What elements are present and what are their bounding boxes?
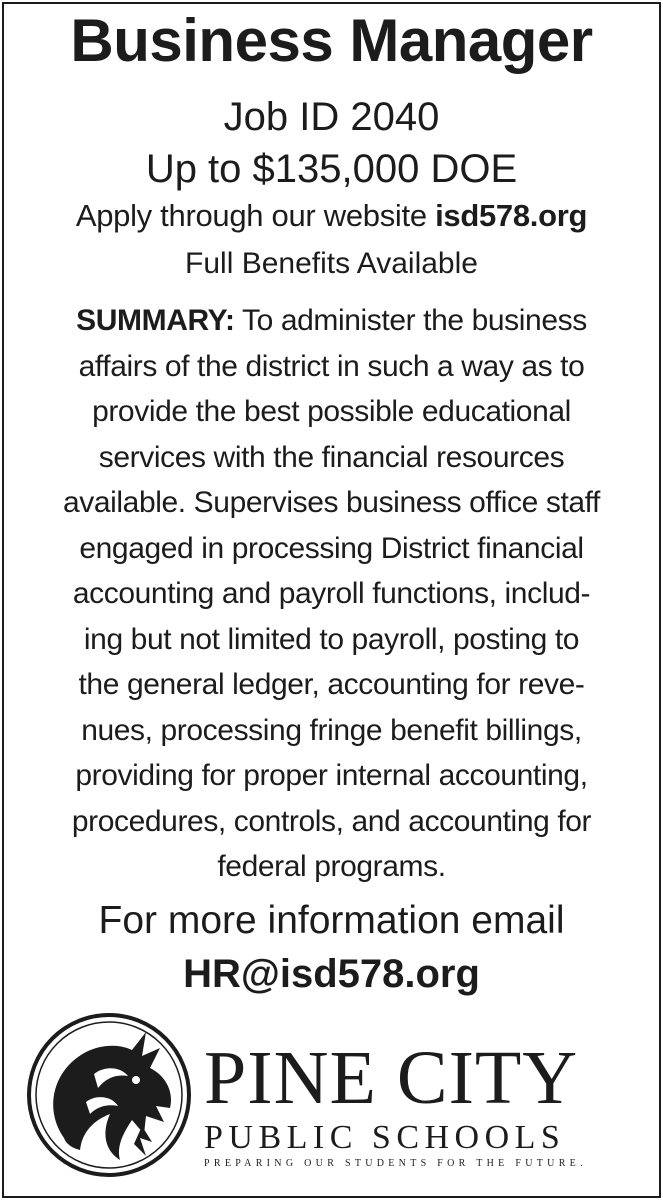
summary-line: procedures, controls, and accounting for bbox=[71, 804, 592, 838]
summary-line: providing for proper internal accounting, bbox=[75, 759, 588, 792]
more-info-text: For more information email bbox=[98, 899, 565, 942]
job-title: Business Manager bbox=[70, 7, 593, 74]
apply-line bbox=[0, 196, 663, 236]
school-tagline: PREPARING OUR STUDENTS FOR THE FUTURE. bbox=[204, 1158, 587, 1169]
school-name: PINE CITY bbox=[204, 1036, 579, 1120]
dragon-head-icon bbox=[24, 1010, 194, 1180]
summary-line: affairs of the district in such a way as to bbox=[78, 349, 585, 383]
salary: Up to $135,000 DOE bbox=[145, 147, 518, 191]
apply-prefix: Apply through our website bbox=[75, 198, 436, 233]
summary-line: services with the financial resources bbox=[98, 440, 565, 474]
summary-line: SUMMARY: To administer the business bbox=[76, 304, 587, 337]
benefits-line: Full Benefits Available bbox=[185, 247, 478, 280]
summary-line: accounting and payroll functions, includ- bbox=[72, 577, 591, 610]
summary-line: nues, processing fringe benefit billings, bbox=[81, 713, 582, 747]
summary-line: engaged in processing District financial bbox=[79, 531, 584, 565]
summary-paragraph bbox=[20, 298, 643, 890]
summary-line: ing but not limited to payroll, posting to bbox=[83, 622, 580, 656]
summary-line: the general ledger, accounting for reve- bbox=[78, 668, 585, 701]
summary-line: available. Supervises business office staff bbox=[62, 486, 600, 519]
contact-email-link[interactable]: HR@isd578.org bbox=[183, 952, 480, 996]
summary-line: federal programs. bbox=[217, 850, 446, 883]
job-id: Job ID 2040 bbox=[223, 95, 440, 139]
apply-website-link[interactable]: isd578.org bbox=[435, 198, 588, 233]
summary-label: SUMMARY: bbox=[76, 304, 235, 337]
summary-line: provide the best possible educational bbox=[92, 395, 571, 428]
school-subtitle: PUBLIC SCHOOLS bbox=[204, 1119, 566, 1156]
